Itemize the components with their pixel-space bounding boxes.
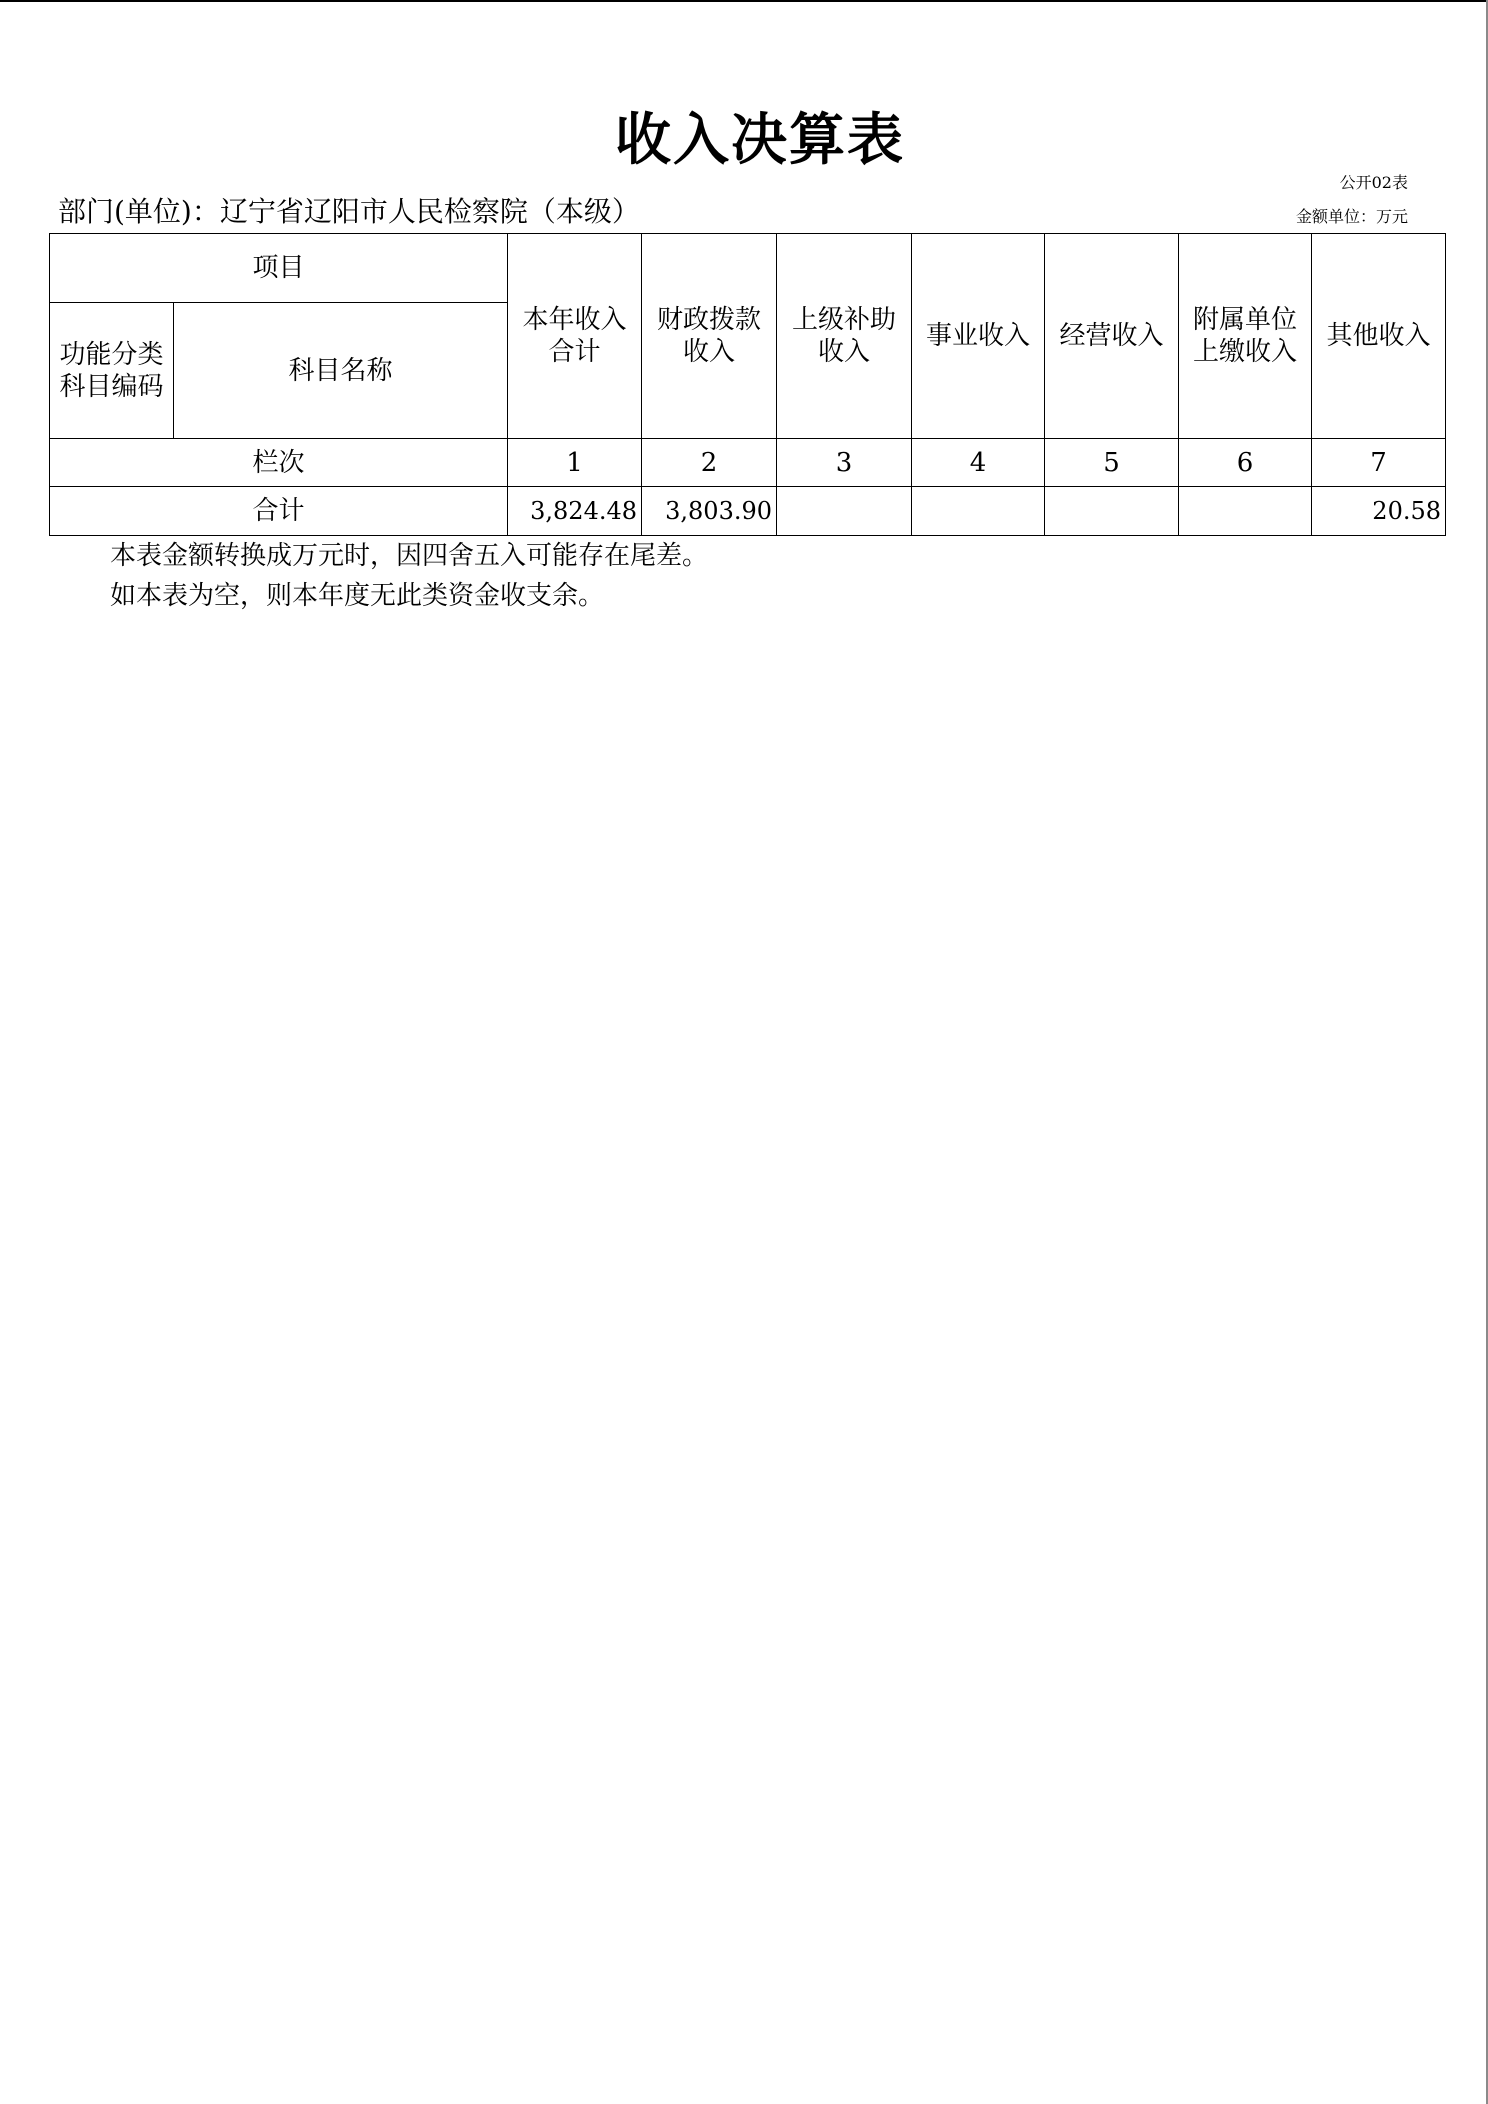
total-cell <box>912 487 1045 536</box>
header-code-line2: 科目编码 <box>59 371 164 402</box>
form-code: 公开02表 <box>1339 173 1408 192</box>
header-code-line1: 功能分类 <box>59 339 164 370</box>
header-col-2 <box>642 234 777 439</box>
header-col-1-line1: 本年收入 <box>522 305 627 335</box>
index-cell: 5 <box>1045 439 1179 487</box>
index-cell: 6 <box>1179 439 1312 487</box>
top-border-line <box>0 0 1488 2</box>
header-col-2-line1: 财政拨款 <box>657 305 762 335</box>
index-cell: 2 <box>642 439 777 487</box>
header-col-3 <box>777 234 912 439</box>
notes <box>110 536 708 616</box>
header-row-1 <box>50 234 1446 303</box>
index-cell: 3 <box>777 439 912 487</box>
header-col-2-line2: 收入 <box>683 337 736 367</box>
page-title: 收入决算表 <box>615 108 905 173</box>
total-cell <box>777 487 912 536</box>
total-label: 合计 <box>50 487 508 536</box>
total-cell <box>1045 487 1179 536</box>
note-line: 本表金额转换成万元时，因四舍五入可能存在尾差。 <box>110 541 709 571</box>
index-row <box>50 439 1446 487</box>
income-table <box>49 233 1446 536</box>
total-row <box>50 487 1446 536</box>
header-col-7: 其他收入 <box>1312 234 1446 439</box>
header-code <box>50 303 174 439</box>
header-item: 项目 <box>50 234 508 303</box>
header-col-3-line2: 收入 <box>818 337 871 367</box>
header-subject: 科目名称 <box>174 303 508 439</box>
header-col-6-line2: 上缴收入 <box>1193 337 1298 367</box>
total-cell: 3,803.90 <box>642 487 777 536</box>
total-cell: 3,824.48 <box>508 487 642 536</box>
department-label: 部门(单位)：辽宁省辽阳市人民检察院（本级） <box>58 195 640 228</box>
total-cell: 20.58 <box>1312 487 1446 536</box>
header-col-6 <box>1179 234 1312 439</box>
note-line: 如本表为空，则本年度无此类资金收支余。 <box>110 581 605 611</box>
header-col-3-line1: 上级补助 <box>792 305 897 335</box>
header-col-1 <box>508 234 642 439</box>
total-cell <box>1179 487 1312 536</box>
header-col-5: 经营收入 <box>1045 234 1179 439</box>
index-label: 栏次 <box>50 439 508 487</box>
header-col-6-line1: 附属单位 <box>1193 305 1298 335</box>
amount-unit: 金额单位：万元 <box>1295 207 1408 226</box>
header-col-1-line2: 合计 <box>548 337 601 367</box>
header-col-4: 事业收入 <box>912 234 1045 439</box>
index-cell: 4 <box>912 439 1045 487</box>
index-cell: 7 <box>1312 439 1446 487</box>
index-cell: 1 <box>508 439 642 487</box>
